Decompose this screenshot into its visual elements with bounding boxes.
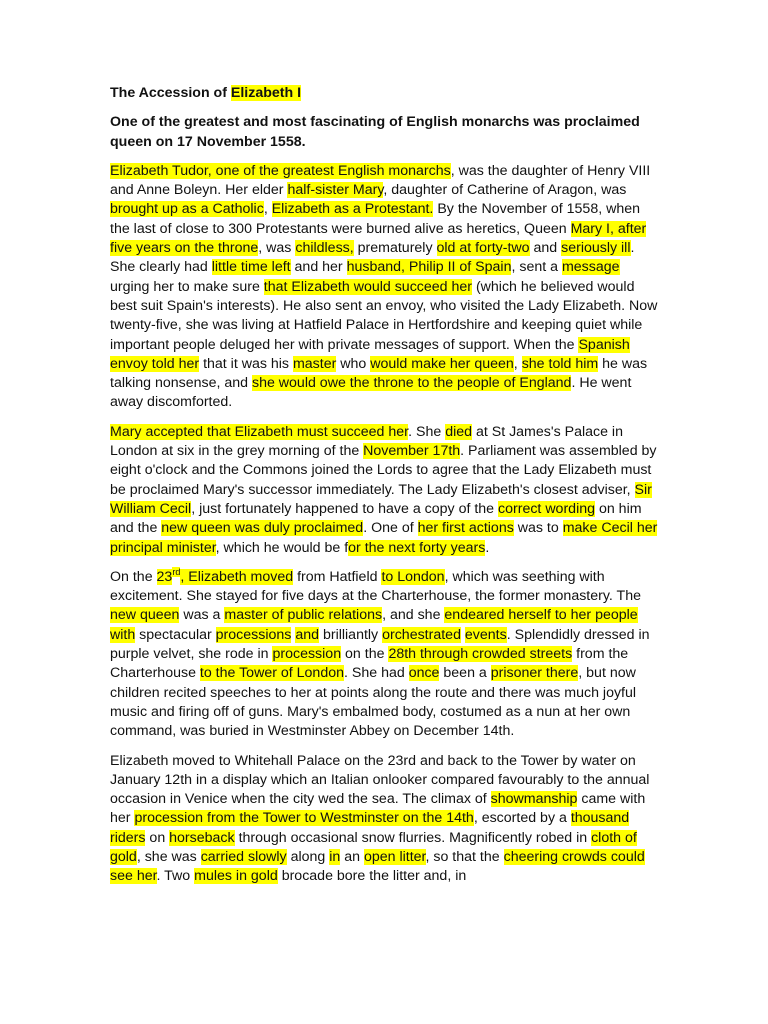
title-text: The Accession of [110,85,231,101]
highlighted-text: procession from the Tower to Westminster on the 14th [134,810,474,827]
document-body [110,162,660,887]
body-text: . One of [363,520,418,537]
highlighted-text: master of public relations [224,607,383,624]
body-text: urging her to make sure [110,278,264,295]
body-text: . Splendidly dressed in purple velvet, she rode in [110,626,650,663]
body-text: on the [341,646,389,663]
body-text: he was talking nonsense, and [110,355,648,392]
document-subtitle: One of the greatest and most fascinating of English monarchs was proclaimed queen on 17 November 1558. [110,114,640,150]
highlighted-text: cloth of gold [110,829,637,865]
body-text: , she was [136,848,201,865]
body-text: , just fortunately happened to have a copy of the [191,500,499,517]
body-text: , and she [382,607,445,624]
highlighted-text: husband, Philip II of Spain [346,259,512,276]
paragraph [110,568,660,742]
body-text: (which he believed would best suit Spain's interests). He also sent an envoy, who visited the Lady Elizabeth. Now twenty-five, she was living at Hatfield Palace in Hertfordshire and keeping quiet while important people deluged her with private messages of support. When the [110,278,658,353]
body-text: , which he would be f [215,539,349,556]
body-text: , [263,201,272,218]
highlighted-text: in [329,848,341,865]
body-text: , sent a [511,259,562,276]
body-text: . She clearly had [110,240,635,276]
body-text: brocade bore the litter and, in [277,868,467,885]
body-text: . He went away discomforted. [110,375,632,411]
highlighted-text: to London [381,568,445,585]
body-text: was a [179,607,225,624]
highlighted-text: prisoner there [490,665,579,682]
highlighted-text: master [292,355,337,372]
body-text: , but now children recited speeches to her at points along the route and there was much joyful music and firing off of guns. Mary's embalmed body, costumed as a nun at her own command, was buried in Westminster Abbey on December 14th. [110,665,637,740]
body-text: and her [290,259,347,276]
highlighted-text: and [295,626,320,643]
highlighted-text: that Elizabeth would succeed her [263,278,472,295]
highlighted-text: showmanship [490,791,578,808]
highlighted-text: Elizabeth Tudor, one of the greatest English monarchs [110,162,451,179]
document-page [110,84,660,897]
highlighted-text: died [445,423,473,440]
body-text: . She [408,423,446,440]
highlighted-text: events [464,626,507,643]
highlighted-text: or the next forty years [348,539,486,556]
highlighted-text: brought up as a Catholic [110,201,264,218]
highlighted-text: childless, [295,240,354,257]
body-text: and [529,240,562,257]
body-text: . She had [344,665,409,682]
highlighted-text: Sir William Cecil [110,481,652,517]
body-text: , escorted by a [473,810,571,827]
highlighted-text: new queen [110,607,180,624]
highlighted-text: correct wording [498,500,596,517]
highlighted-text: Elizabeth as a Protestant. [271,201,434,218]
highlighted-text: mules in gold [194,868,278,885]
highlighted-text: cheering crowds could see her [110,848,645,885]
body-text: prematurely [353,240,437,257]
body-text: along [286,848,330,865]
body-text: . [485,539,490,556]
highlighted-text: 23 [156,568,173,585]
highlighted-text: November 17th [363,443,461,460]
highlighted-text: open litter [363,848,426,865]
body-text: . Parliament was assembled by eight o'clock and the Commons joined the Lords to agree that the Lady Elizabeth must be proclaimed Mary's successor immediately. The Lady Elizabeth's closest adviser, [110,443,657,498]
body-text: that it was his [199,355,293,372]
highlighted-text: processions [215,626,292,643]
paragraph [110,162,660,413]
highlighted-text: orchestrated [382,626,461,643]
paragraph [110,423,660,558]
body-text: from Hatfield [293,568,382,585]
highlighted-text: would make her queen [370,355,514,372]
body-text: through occasional snow flurries. Magnificently robed in [234,829,592,846]
highlighted-text: little time left [211,259,291,276]
body-text: Elizabeth moved to Whitehall Palace on the 23rd and back to the Tower by water on January 12th in a display which an Italian onlooker compared favourably to the annual occasion in Venice when the city wed the sea. The climax of [110,752,650,808]
highlighted-text: with [110,626,136,643]
body-text: on him and the [110,500,642,537]
body-text: was to [513,520,563,537]
highlighted-text: horseback [169,829,235,846]
body-text: By the November of 1558, when the last of close to 300 Protestants were burned alive as heretics, Queen [110,201,641,237]
highlighted-text: rd [172,567,181,578]
highlighted-text: message [561,259,620,276]
body-text: , was [258,240,296,257]
paragraph [110,752,660,887]
title-highlight: Elizabeth I [230,85,302,101]
highlighted-text: half-sister Mary [287,182,384,199]
highlighted-text: procession [272,646,342,663]
highlighted-text: endeared herself to her people [444,607,638,624]
body-text: who [336,355,371,372]
highlighted-text: seriously ill [561,240,631,257]
body-text: came with her [110,791,646,827]
highlighted-text: she would owe the throne to the people of England [251,375,572,392]
highlighted-text: Spanish envoy told her [110,336,630,372]
highlighted-text: carried slowly [200,848,287,865]
body-text: , [513,355,522,372]
body-text: . Two [156,868,195,885]
body-text: at St James's Palace in London at six in the grey morning of the [110,423,623,460]
document-title [110,84,660,103]
body-text: , which was seething with excitement. She stayed for five days at the Charterhouse, the former monastery. The [110,568,641,605]
highlighted-text: to the Tower of London [199,665,344,682]
body-text: , daughter of Catherine of Aragon, was [383,182,627,199]
highlighted-text: old at forty-two [436,240,530,257]
highlighted-text: once [408,665,440,682]
body-text: from the Charterhouse [110,646,629,682]
highlighted-text: , Elizabeth moved [180,568,294,585]
highlighted-text: 28th through crowded streets [388,646,573,663]
body-text: on [145,829,170,846]
highlighted-text: Mary accepted that Elizabeth must succeed her [110,423,409,440]
body-text: spectacular [135,626,216,643]
body-text: , so that the [425,848,504,865]
highlighted-text: thousand riders [110,810,630,846]
body-text: an [340,848,364,865]
highlighted-text: her first actions [417,520,514,537]
highlighted-text: Mary I, after five years on the throne [110,220,647,257]
body-text: On the [110,568,157,585]
body-text: brilliantly [319,626,383,643]
body-text: , was the daughter of Henry VIII and Anne Boleyn. Her elder [110,162,651,199]
highlighted-text: make Cecil her principal minister [110,520,658,556]
highlighted-text: new queen was duly proclaimed [161,520,364,537]
body-text: been a [439,665,491,682]
highlighted-text: she told him [521,355,599,372]
